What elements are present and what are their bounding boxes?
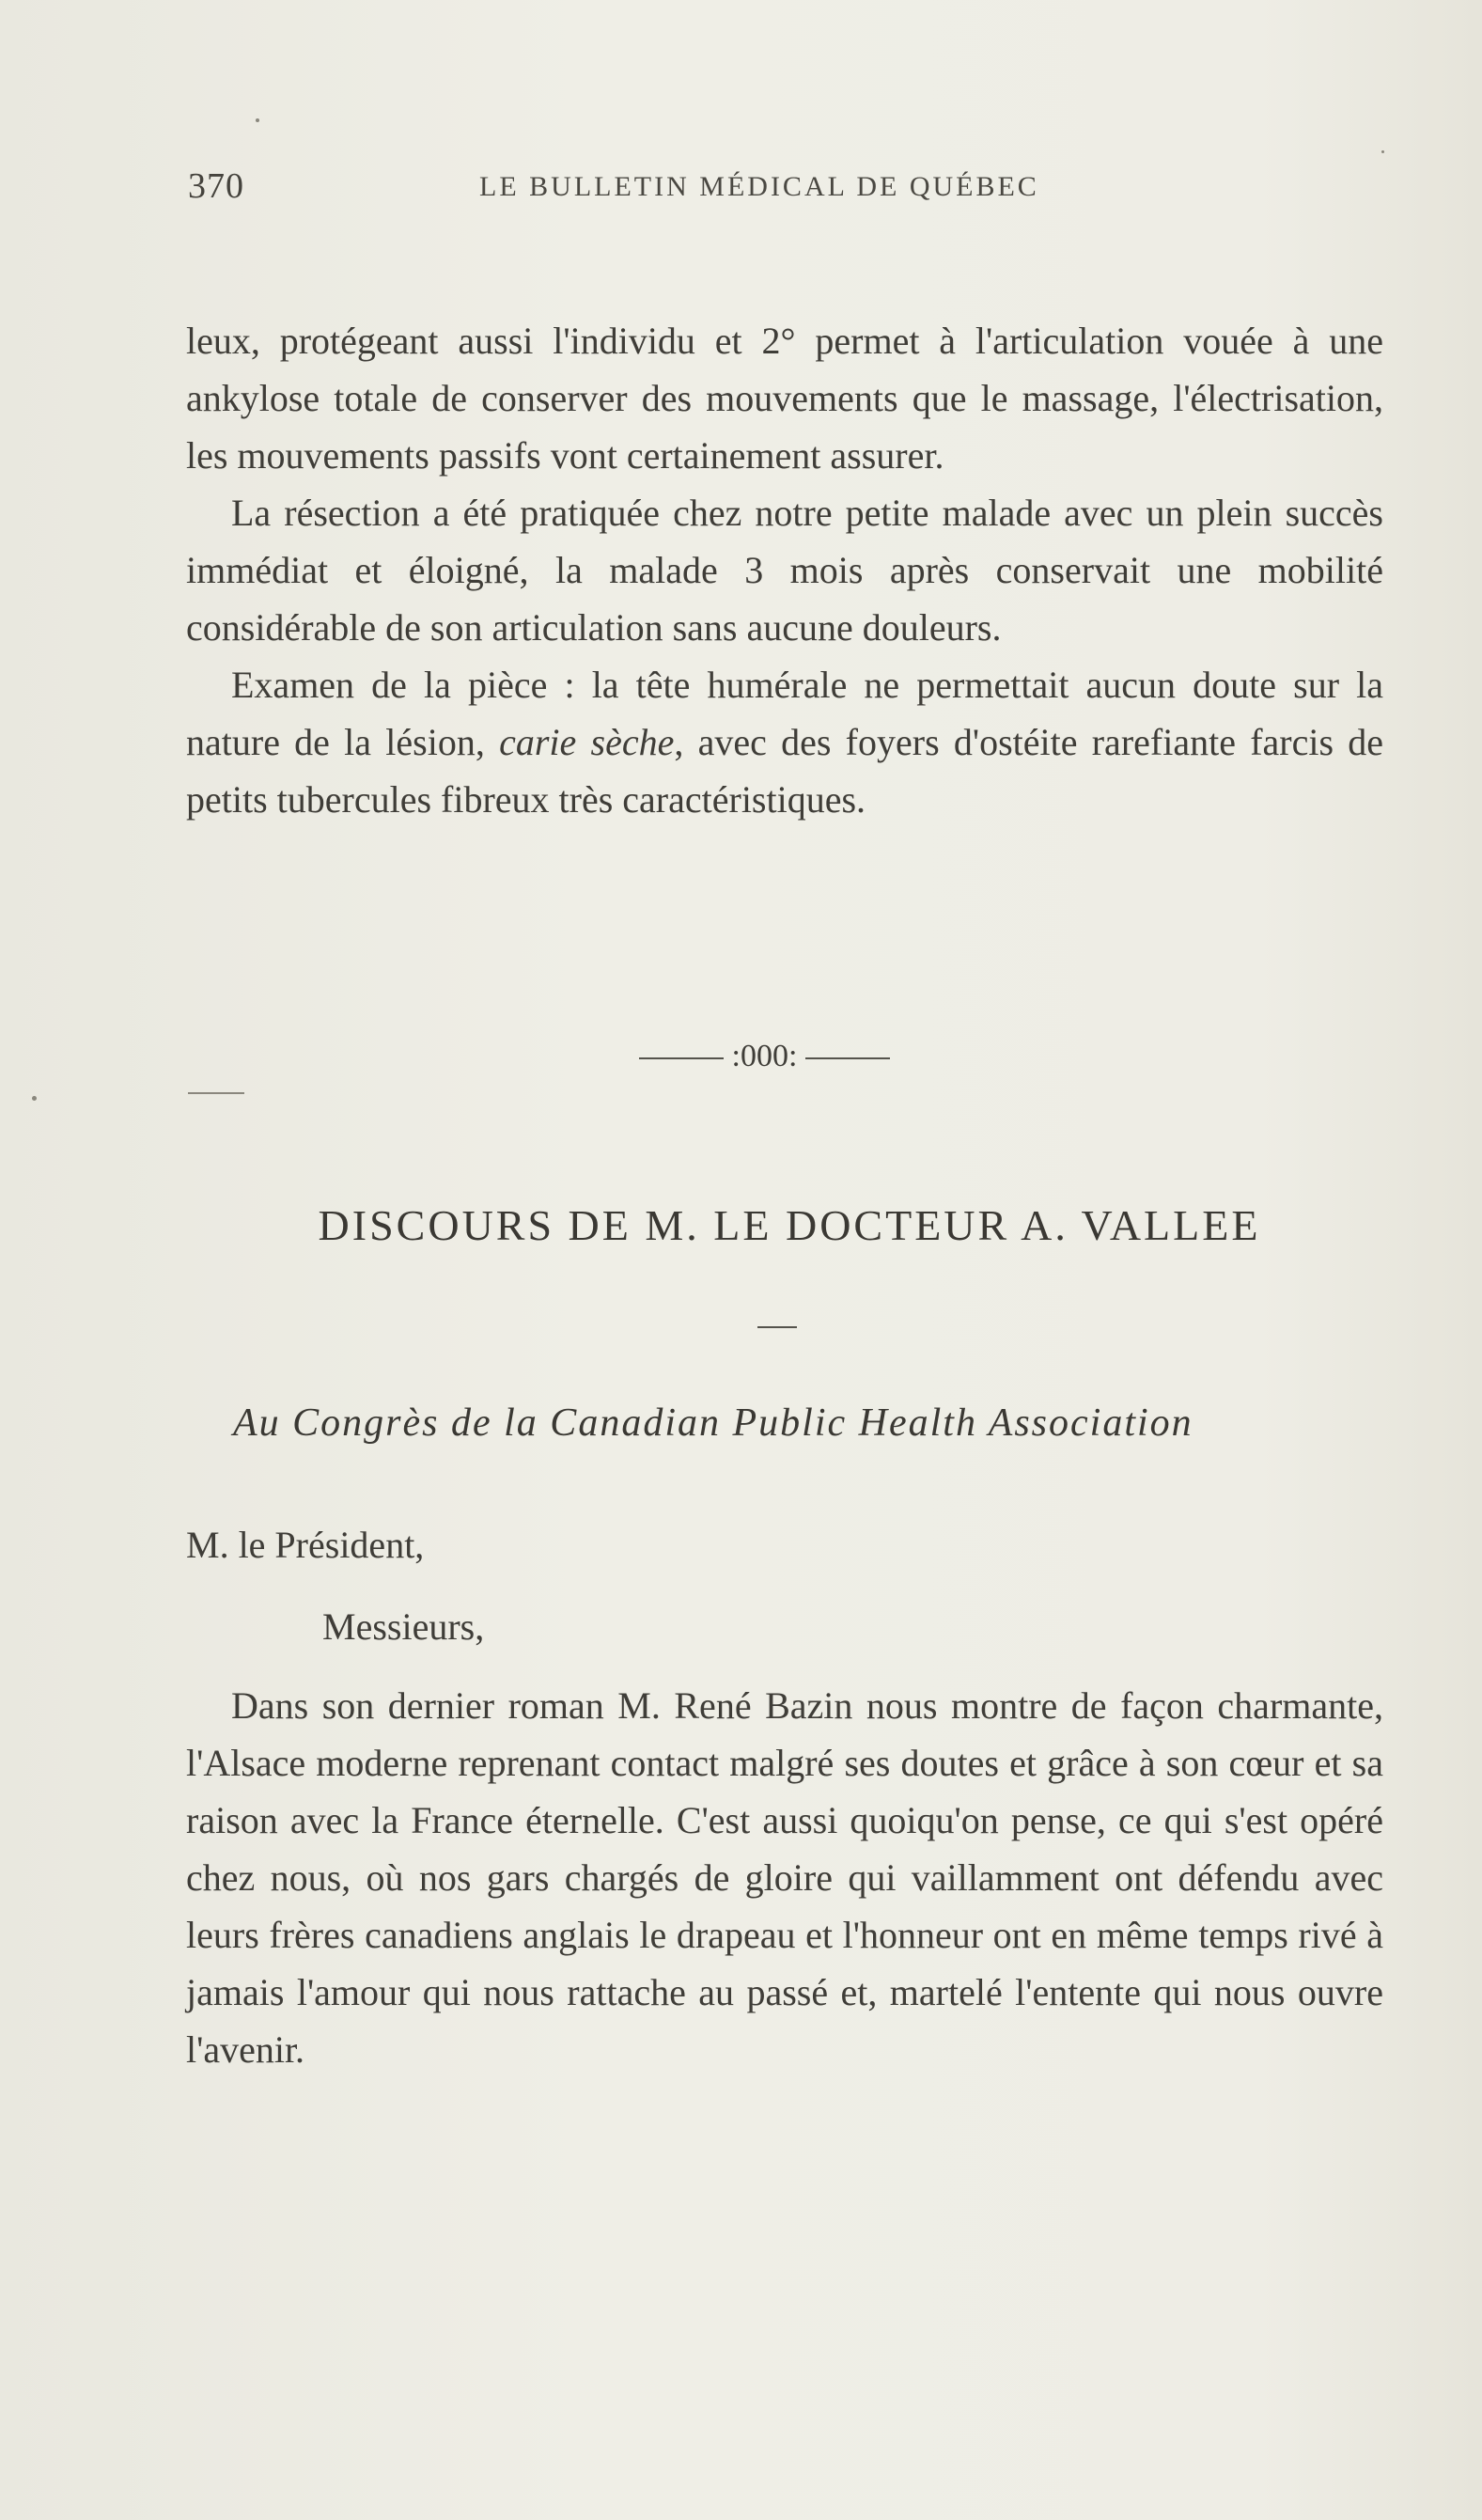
separator-rule-left [639,1057,724,1059]
paper-speck [1381,150,1384,153]
body-paragraph: leux, protégeant aussi l'individu et 2° permet à l'articulation vouée à une ankylose totale de conserver des mouvements que le massage, l'électrisation, les mouvements passifs vont certainement assurer. [186,320,1383,477]
speech-text [186,1677,1383,2078]
page-header [188,165,1109,212]
title-divider [757,1326,797,1328]
page-number: 370 [188,166,244,206]
salutation-messieurs: Messieurs, [322,1605,485,1648]
paper-speck [32,1096,37,1101]
article-subtitle: Au Congrès de la Canadian Public Health Association [233,1401,1193,1445]
body-paragraph [186,656,1383,828]
italic-term: carie sèche [499,721,675,763]
paragraph-text: , avec des foyers d'ostéite rarefiante farcis de petits tubercules fibreux très caractéristiques. [186,721,1384,821]
paper-speck [188,1092,244,1094]
salutation-president: M. le Président, [186,1524,425,1566]
paper-speck [256,118,259,122]
body-paragraph: La résection a été pratiquée chez notre petite malade avec un plein succès immédiat et éloigné, la malade 3 mois après conservait une mobilité considérable de son articulation sans aucune douleurs. [186,492,1383,649]
running-title: LE BULLETIN MÉDICAL DE QUÉBEC [479,171,1039,202]
body-paragraph: Dans son dernier roman M. René Bazin nous montre de façon charmante, l'Alsace moderne reprenant contact malgré ses doutes et grâce à son cœur et sa raison avec la France éternelle. C'est aussi quoiqu'on pense, ce qui s'est opéré chez nous, où nos gars chargés de gloire qui vaillamment ont défendu avec leurs frères canadiens anglais le drapeau et l'honneur ont en même temps rivé à jamais l'amour qui nous rattache au passé et, martelé l'entente qui nous ouvre l'avenir. [186,1684,1383,2071]
section-separator [639,1039,890,1074]
article-title: DISCOURS DE M. LE DOCTEUR A. VALLEE [318,1201,1261,1249]
paragraph-text: Examen de la pièce : la tête humérale ne permettait aucun doute sur la nature de la lésion, [186,664,1383,763]
separator-rule-right [805,1057,890,1059]
previous-article-text [186,312,1383,828]
separator-ornament: :000: [731,1039,798,1073]
